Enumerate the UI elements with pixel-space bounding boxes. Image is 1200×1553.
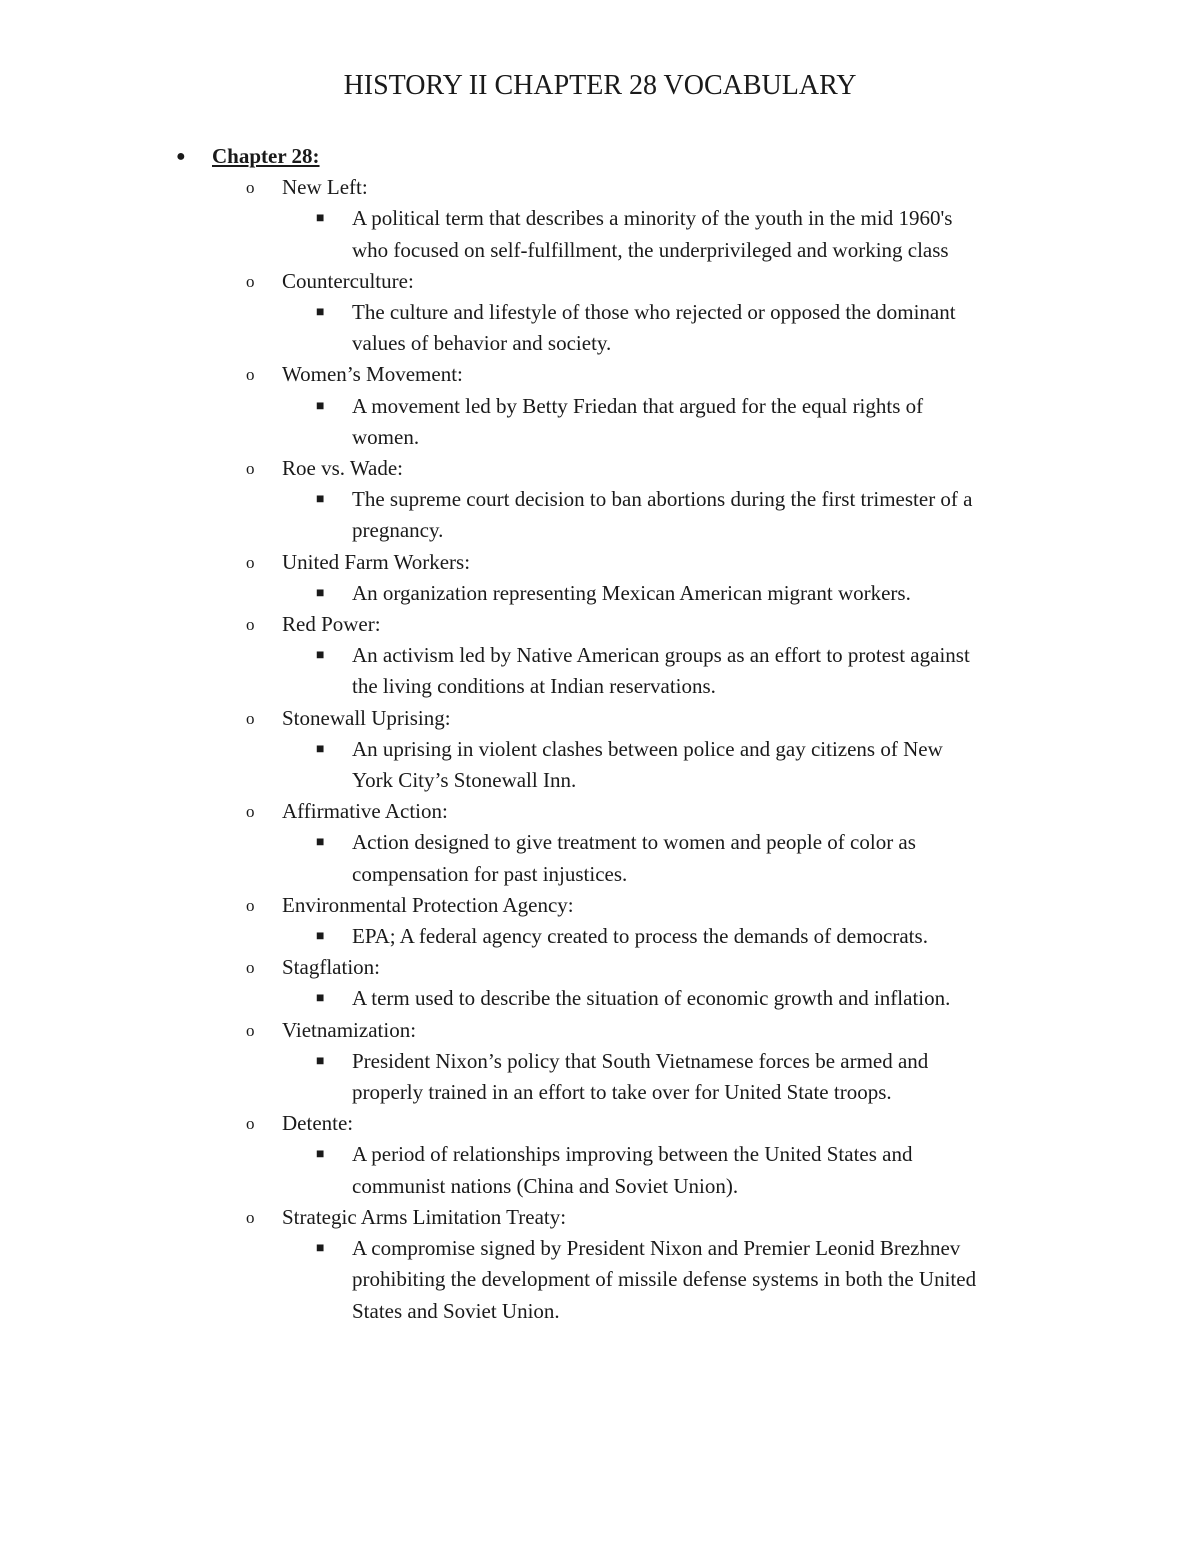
filled-square-bullet-icon: ■ bbox=[316, 305, 325, 320]
term-definition bbox=[0, 297, 1200, 359]
definition-line: A term used to describe the situation of economic growth and inflation. bbox=[352, 986, 951, 1011]
filled-square-bullet-icon: ■ bbox=[316, 1147, 325, 1163]
page-title: HISTORY II CHAPTER 28 VOCABULARY bbox=[343, 70, 857, 101]
term-definition bbox=[0, 983, 1200, 1014]
vocabulary-term bbox=[0, 1015, 1200, 1046]
definition-line: EPA; A federal agency created to process the demands of democrats. bbox=[352, 924, 928, 949]
hollow-circle-bullet-icon: o bbox=[246, 271, 255, 291]
term-definition bbox=[0, 827, 1200, 889]
term-definition bbox=[0, 203, 1200, 265]
definition-line: values of behavior and society. bbox=[352, 331, 612, 356]
term-label: Vietnamization: bbox=[282, 1017, 417, 1042]
hollow-circle-bullet-icon: o bbox=[246, 365, 255, 385]
definition-line: A period of relationships improving between the United States and bbox=[352, 1142, 913, 1167]
term-definition bbox=[0, 1139, 1200, 1201]
term-label: United Farm Workers: bbox=[282, 549, 471, 574]
vocabulary-term bbox=[0, 547, 1200, 578]
term-label: Affirmative Action: bbox=[282, 799, 448, 824]
term-label: Strategic Arms Limitation Treaty: bbox=[282, 1204, 567, 1229]
definition-line: Action designed to give treatment to women and people of color as bbox=[352, 830, 916, 855]
definition-line: States and Soviet Union. bbox=[352, 1298, 560, 1323]
filled-square-bullet-icon: ■ bbox=[316, 585, 325, 601]
filled-square-bullet-icon: ■ bbox=[316, 211, 325, 227]
vocabulary-term bbox=[0, 890, 1200, 921]
hollow-circle-bullet-icon: o bbox=[246, 802, 255, 822]
definition-line: York City’s Stonewall Inn. bbox=[352, 768, 577, 793]
term-definition bbox=[0, 484, 1200, 546]
hollow-circle-bullet-icon: o bbox=[246, 1114, 255, 1134]
term-definition bbox=[0, 640, 1200, 702]
vocabulary-term bbox=[0, 1202, 1200, 1233]
definition-line: The culture and lifestyle of those who rejected or opposed the dominant bbox=[352, 300, 956, 324]
term-label: Red Power: bbox=[282, 612, 381, 637]
filled-square-bullet-icon: ■ bbox=[316, 398, 325, 414]
vocabulary-list bbox=[0, 141, 1200, 1327]
vocabulary-term bbox=[0, 952, 1200, 983]
definition-line: the living conditions at Indian reservations. bbox=[352, 674, 716, 699]
definition-line: President Nixon’s policy that South Vietnamese forces be armed and bbox=[352, 1048, 929, 1073]
filled-square-bullet-icon: ■ bbox=[316, 648, 325, 664]
term-label: New Left: bbox=[282, 175, 368, 200]
term-definition bbox=[0, 391, 1200, 453]
vocabulary-term bbox=[0, 796, 1200, 827]
term-definition bbox=[0, 578, 1200, 609]
section-heading: Chapter 28: bbox=[212, 144, 320, 168]
hollow-circle-bullet-icon: o bbox=[246, 1020, 255, 1040]
hollow-circle-bullet-icon: o bbox=[246, 178, 255, 198]
definition-line: A political term that describes a minority of the youth in the mid 1960's bbox=[352, 206, 953, 231]
definition-line: A compromise signed by President Nixon and Premier Leonid Brezhnev bbox=[352, 1236, 961, 1261]
vocabulary-term bbox=[0, 609, 1200, 640]
term-definition bbox=[0, 1233, 1200, 1327]
vocabulary-term bbox=[0, 1108, 1200, 1139]
definition-line: An organization representing Mexican American migrant workers. bbox=[352, 580, 911, 605]
term-definition bbox=[0, 1046, 1200, 1108]
definition-line: women. bbox=[352, 424, 420, 449]
hollow-circle-bullet-icon: o bbox=[246, 895, 255, 915]
hollow-circle-bullet-icon: o bbox=[246, 459, 255, 479]
definition-line: properly trained in an effort to take over for United State troops. bbox=[352, 1080, 892, 1105]
term-label: Environmental Protection Agency: bbox=[282, 892, 574, 917]
term-definition bbox=[0, 921, 1200, 952]
vocabulary-term bbox=[0, 172, 1200, 203]
term-label: Stagflation: bbox=[282, 955, 380, 980]
definition-line: The supreme court decision to ban abortions during the first trimester of a bbox=[352, 487, 973, 512]
hollow-circle-bullet-icon: o bbox=[246, 1207, 255, 1227]
filled-square-bullet-icon: ■ bbox=[316, 991, 325, 1007]
vocabulary-term bbox=[0, 703, 1200, 734]
filled-square-bullet-icon: ■ bbox=[316, 492, 325, 508]
hollow-circle-bullet-icon: o bbox=[246, 958, 255, 978]
definition-line: An uprising in violent clashes between police and gay citizens of New bbox=[352, 736, 943, 761]
filled-square-bullet-icon: ■ bbox=[316, 741, 325, 757]
definition-line: prohibiting the development of missile defense systems in both the United bbox=[352, 1267, 977, 1292]
filled-square-bullet-icon: ■ bbox=[316, 1241, 325, 1257]
filled-square-bullet-icon: ■ bbox=[316, 929, 325, 945]
hollow-circle-bullet-icon: o bbox=[246, 552, 255, 572]
filled-square-bullet-icon: ■ bbox=[316, 835, 325, 851]
definition-line: communist nations (China and Soviet Union). bbox=[352, 1173, 739, 1198]
definition-line: A movement led by Betty Friedan that argued for the equal rights of bbox=[352, 393, 924, 418]
filled-circle-bullet-icon: ● bbox=[176, 148, 186, 165]
hollow-circle-bullet-icon: o bbox=[246, 615, 255, 635]
definition-line: pregnancy. bbox=[352, 518, 444, 543]
term-label: Counterculture: bbox=[282, 268, 414, 293]
filled-square-bullet-icon: ■ bbox=[316, 1053, 325, 1069]
term-list bbox=[0, 172, 1200, 1327]
definition-line: who focused on self-fulfillment, the underprivileged and working class bbox=[352, 237, 949, 262]
term-label: Roe vs. Wade: bbox=[282, 456, 403, 481]
term-label: Women’s Movement: bbox=[282, 362, 463, 387]
definition-line: compensation for past injustices. bbox=[352, 861, 628, 886]
vocabulary-term bbox=[0, 359, 1200, 390]
hollow-circle-bullet-icon: o bbox=[246, 708, 255, 728]
section-item bbox=[0, 141, 1200, 172]
term-label: Detente: bbox=[282, 1111, 354, 1136]
term-definition bbox=[0, 734, 1200, 796]
definition-line: An activism led by Native American groups as an effort to protest against bbox=[352, 643, 970, 668]
term-label: Stonewall Uprising: bbox=[282, 705, 451, 730]
vocabulary-term bbox=[0, 266, 1200, 297]
vocabulary-term bbox=[0, 453, 1200, 484]
